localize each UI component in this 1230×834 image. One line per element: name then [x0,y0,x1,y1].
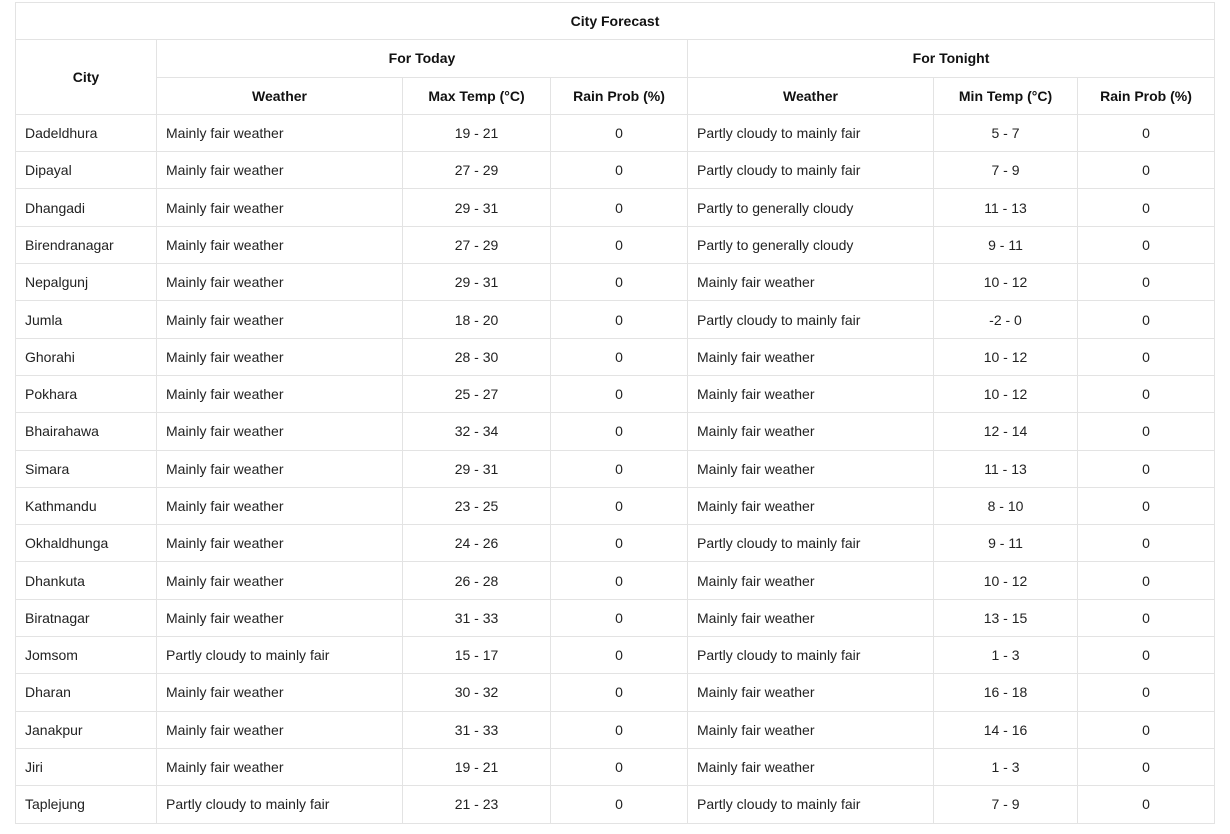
min-temp-cell: 1 - 3 [934,748,1078,785]
table-row [16,226,1215,263]
min-temp-cell: 9 - 11 [934,226,1078,263]
today-weather-cell: Mainly fair weather [157,152,403,189]
min-temp-cell: 9 - 11 [934,525,1078,562]
today-rain-cell: 0 [551,264,688,301]
today-weather-cell: Mainly fair weather [157,748,403,785]
tonight-weather-cell: Partly cloudy to mainly fair [688,786,934,823]
tonight-rain-cell: 0 [1078,748,1215,785]
max-temp-cell: 30 - 32 [403,674,551,711]
today-rain-cell: 0 [551,338,688,375]
tonight-rain-cell: 0 [1078,226,1215,263]
tonight-rain-cell: 0 [1078,599,1215,636]
tonight-rain-cell: 0 [1078,525,1215,562]
max-temp-cell: 29 - 31 [403,189,551,226]
table-row [16,525,1215,562]
tonight-weather-cell: Partly cloudy to mainly fair [688,301,934,338]
tonight-weather-cell: Partly cloudy to mainly fair [688,114,934,151]
city-column-header: City [16,40,157,115]
tonight-weather-cell: Mainly fair weather [688,450,934,487]
today-weather-cell: Mainly fair weather [157,264,403,301]
tonight-weather-cell: Partly to generally cloudy [688,226,934,263]
min-temp-cell: 7 - 9 [934,152,1078,189]
tonight-rain-cell: 0 [1078,114,1215,151]
min-temp-cell: 12 - 14 [934,413,1078,450]
tonight-rain-cell: 0 [1078,264,1215,301]
group-header-row [16,40,1215,77]
table-row [16,748,1215,785]
today-weather-cell: Mainly fair weather [157,189,403,226]
max-temp-cell: 21 - 23 [403,786,551,823]
city-cell: Kathmandu [16,487,157,524]
today-rain-cell: 0 [551,114,688,151]
city-cell: Okhaldhunga [16,525,157,562]
max-temp-cell: 32 - 34 [403,413,551,450]
tonight-weather-cell: Mainly fair weather [688,487,934,524]
tonight-weather-cell: Partly cloudy to mainly fair [688,637,934,674]
today-rain-cell: 0 [551,525,688,562]
today-rain-header: Rain Prob (%) [551,77,688,114]
table-row [16,487,1215,524]
today-weather-cell: Mainly fair weather [157,301,403,338]
today-weather-cell: Mainly fair weather [157,226,403,263]
table-body [16,114,1215,823]
city-cell: Dhangadi [16,189,157,226]
title-row [16,3,1215,40]
city-cell: Bhairahawa [16,413,157,450]
max-temp-cell: 23 - 25 [403,487,551,524]
today-rain-cell: 0 [551,711,688,748]
max-temp-cell: 19 - 21 [403,748,551,785]
today-rain-cell: 0 [551,562,688,599]
table-row [16,114,1215,151]
max-temp-cell: 24 - 26 [403,525,551,562]
min-temp-cell: 10 - 12 [934,338,1078,375]
table-row [16,152,1215,189]
tonight-rain-cell: 0 [1078,450,1215,487]
tonight-weather-cell: Mainly fair weather [688,748,934,785]
city-cell: Pokhara [16,375,157,412]
table-header [16,3,1215,115]
tonight-rain-cell: 0 [1078,637,1215,674]
min-temp-cell: 1 - 3 [934,637,1078,674]
tonight-weather-cell: Partly to generally cloudy [688,189,934,226]
city-cell: Dipayal [16,152,157,189]
city-cell: Dharan [16,674,157,711]
column-header-row [16,77,1215,114]
today-rain-cell: 0 [551,152,688,189]
table-row [16,189,1215,226]
table-row [16,637,1215,674]
today-weather-cell: Partly cloudy to mainly fair [157,786,403,823]
min-temp-cell: 11 - 13 [934,189,1078,226]
today-rain-cell: 0 [551,375,688,412]
tonight-rain-cell: 0 [1078,562,1215,599]
city-cell: Nepalgunj [16,264,157,301]
today-rain-cell: 0 [551,674,688,711]
forecast-table-container [15,2,1214,824]
tonight-group-header: For Tonight [688,40,1215,77]
table-row [16,450,1215,487]
tonight-rain-cell: 0 [1078,152,1215,189]
today-group-header: For Today [157,40,688,77]
max-temp-header: Max Temp (°C) [403,77,551,114]
tonight-rain-cell: 0 [1078,301,1215,338]
max-temp-cell: 19 - 21 [403,114,551,151]
tonight-rain-cell: 0 [1078,786,1215,823]
today-weather-cell: Mainly fair weather [157,525,403,562]
tonight-rain-cell: 0 [1078,487,1215,524]
tonight-rain-cell: 0 [1078,711,1215,748]
table-title: City Forecast [16,3,1215,40]
table-row [16,562,1215,599]
city-cell: Janakpur [16,711,157,748]
city-cell: Dadeldhura [16,114,157,151]
today-weather-cell: Mainly fair weather [157,487,403,524]
city-cell: Jumla [16,301,157,338]
tonight-rain-cell: 0 [1078,338,1215,375]
table-row [16,301,1215,338]
min-temp-cell: 7 - 9 [934,786,1078,823]
table-row [16,674,1215,711]
tonight-rain-cell: 0 [1078,413,1215,450]
city-cell: Taplejung [16,786,157,823]
today-weather-cell: Mainly fair weather [157,599,403,636]
min-temp-cell: -2 - 0 [934,301,1078,338]
tonight-weather-cell: Mainly fair weather [688,674,934,711]
min-temp-cell: 14 - 16 [934,711,1078,748]
tonight-weather-cell: Mainly fair weather [688,711,934,748]
city-cell: Jomsom [16,637,157,674]
tonight-rain-cell: 0 [1078,189,1215,226]
min-temp-cell: 11 - 13 [934,450,1078,487]
today-rain-cell: 0 [551,226,688,263]
tonight-weather-cell: Mainly fair weather [688,562,934,599]
today-weather-cell: Mainly fair weather [157,114,403,151]
today-rain-cell: 0 [551,599,688,636]
table-row [16,264,1215,301]
city-cell: Dhankuta [16,562,157,599]
max-temp-cell: 29 - 31 [403,264,551,301]
min-temp-cell: 5 - 7 [934,114,1078,151]
min-temp-cell: 13 - 15 [934,599,1078,636]
tonight-weather-cell: Mainly fair weather [688,599,934,636]
city-cell: Simara [16,450,157,487]
max-temp-cell: 28 - 30 [403,338,551,375]
max-temp-cell: 26 - 28 [403,562,551,599]
city-cell: Biratnagar [16,599,157,636]
max-temp-cell: 15 - 17 [403,637,551,674]
today-rain-cell: 0 [551,189,688,226]
max-temp-cell: 31 - 33 [403,599,551,636]
tonight-weather-cell: Partly cloudy to mainly fair [688,525,934,562]
table-row [16,338,1215,375]
tonight-rain-cell: 0 [1078,674,1215,711]
table-row [16,599,1215,636]
today-weather-cell: Mainly fair weather [157,413,403,450]
today-rain-cell: 0 [551,637,688,674]
max-temp-cell: 29 - 31 [403,450,551,487]
max-temp-cell: 25 - 27 [403,375,551,412]
tonight-weather-cell: Mainly fair weather [688,264,934,301]
tonight-rain-header: Rain Prob (%) [1078,77,1215,114]
tonight-weather-header: Weather [688,77,934,114]
table-row [16,786,1215,823]
today-weather-cell: Mainly fair weather [157,562,403,599]
city-cell: Jiri [16,748,157,785]
max-temp-cell: 27 - 29 [403,152,551,189]
today-weather-cell: Mainly fair weather [157,450,403,487]
min-temp-header: Min Temp (°C) [934,77,1078,114]
max-temp-cell: 18 - 20 [403,301,551,338]
city-cell: Birendranagar [16,226,157,263]
min-temp-cell: 10 - 12 [934,562,1078,599]
tonight-rain-cell: 0 [1078,375,1215,412]
today-rain-cell: 0 [551,450,688,487]
city-cell: Ghorahi [16,338,157,375]
today-weather-cell: Mainly fair weather [157,338,403,375]
table-row [16,413,1215,450]
today-weather-header: Weather [157,77,403,114]
city-forecast-table [15,2,1215,824]
today-rain-cell: 0 [551,487,688,524]
table-row [16,375,1215,412]
today-rain-cell: 0 [551,786,688,823]
max-temp-cell: 31 - 33 [403,711,551,748]
table-row [16,711,1215,748]
today-rain-cell: 0 [551,301,688,338]
tonight-weather-cell: Mainly fair weather [688,338,934,375]
today-weather-cell: Mainly fair weather [157,711,403,748]
max-temp-cell: 27 - 29 [403,226,551,263]
min-temp-cell: 10 - 12 [934,375,1078,412]
min-temp-cell: 8 - 10 [934,487,1078,524]
today-weather-cell: Mainly fair weather [157,674,403,711]
today-weather-cell: Partly cloudy to mainly fair [157,637,403,674]
tonight-weather-cell: Mainly fair weather [688,413,934,450]
today-weather-cell: Mainly fair weather [157,375,403,412]
min-temp-cell: 16 - 18 [934,674,1078,711]
min-temp-cell: 10 - 12 [934,264,1078,301]
tonight-weather-cell: Partly cloudy to mainly fair [688,152,934,189]
tonight-weather-cell: Mainly fair weather [688,375,934,412]
today-rain-cell: 0 [551,748,688,785]
today-rain-cell: 0 [551,413,688,450]
